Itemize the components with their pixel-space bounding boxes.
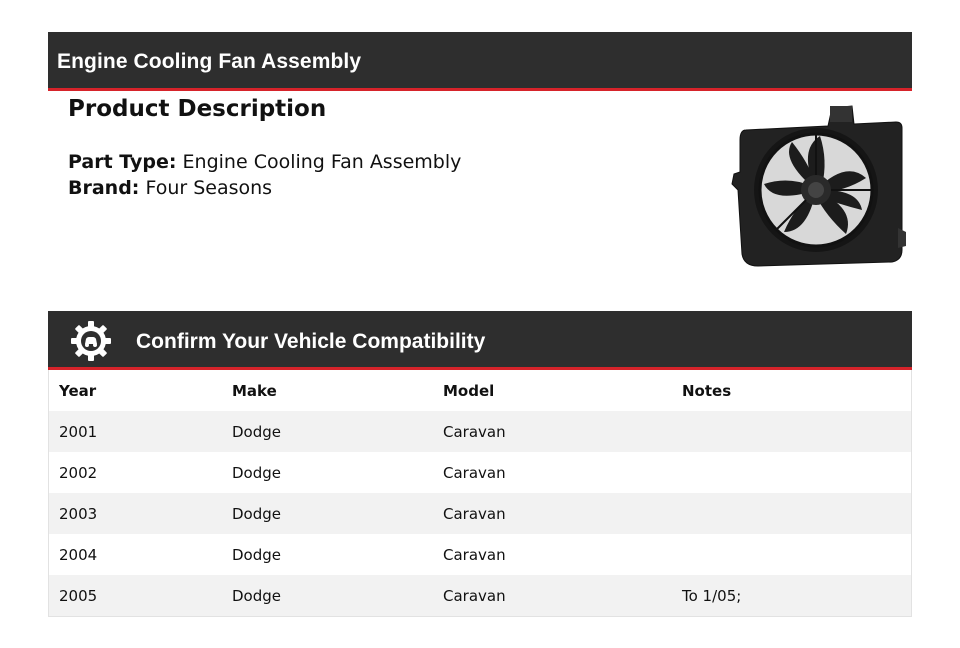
model-cell: Caravan — [443, 586, 506, 605]
make-cell: Dodge — [232, 504, 281, 523]
year-cell: 2001 — [59, 422, 98, 441]
make-cell: Dodge — [232, 545, 281, 564]
table-row — [49, 493, 912, 534]
notes-cell — [672, 534, 912, 575]
notes-cell — [672, 452, 912, 493]
column-header-make: Make — [232, 381, 277, 400]
title-bar — [48, 32, 912, 91]
notes-cell — [672, 411, 912, 452]
table-row — [49, 575, 912, 617]
product-description-heading: Product Description — [68, 96, 327, 122]
model-cell: Caravan — [443, 463, 506, 482]
column-header-year: Year — [59, 381, 97, 400]
table-row — [49, 452, 912, 493]
table-row — [49, 411, 912, 452]
brand-line — [68, 177, 272, 199]
part-type-value: Engine Cooling Fan Assembly — [182, 151, 462, 173]
column-header-notes: Notes — [682, 381, 732, 400]
model-cell: Caravan — [443, 504, 506, 523]
make-cell: Dodge — [232, 463, 281, 482]
compatibility-title: Confirm Your Vehicle Compatibility — [136, 330, 486, 353]
brand-value: Four Seasons — [145, 177, 273, 199]
compatibility-table — [48, 370, 912, 617]
year-cell: 2002 — [59, 463, 98, 482]
gear-car-icon — [70, 320, 112, 362]
part-type-line — [68, 151, 461, 173]
year-cell: 2003 — [59, 504, 98, 523]
notes-cell — [672, 493, 912, 534]
compatibility-bar — [48, 311, 912, 370]
make-cell: Dodge — [232, 422, 281, 441]
model-cell: Caravan — [443, 422, 506, 441]
table-row — [49, 534, 912, 575]
brand-label: Brand: — [68, 177, 140, 199]
make-cell: Dodge — [232, 586, 281, 605]
model-cell: Caravan — [443, 545, 506, 564]
notes-cell: To 1/05; — [682, 586, 742, 605]
product-image — [728, 100, 908, 272]
year-cell: 2005 — [59, 586, 98, 605]
table-header-row — [49, 370, 912, 411]
year-cell: 2004 — [59, 545, 98, 564]
page-title: Engine Cooling Fan Assembly — [57, 50, 362, 73]
column-header-model: Model — [443, 381, 495, 400]
part-type-label: Part Type: — [68, 151, 177, 173]
